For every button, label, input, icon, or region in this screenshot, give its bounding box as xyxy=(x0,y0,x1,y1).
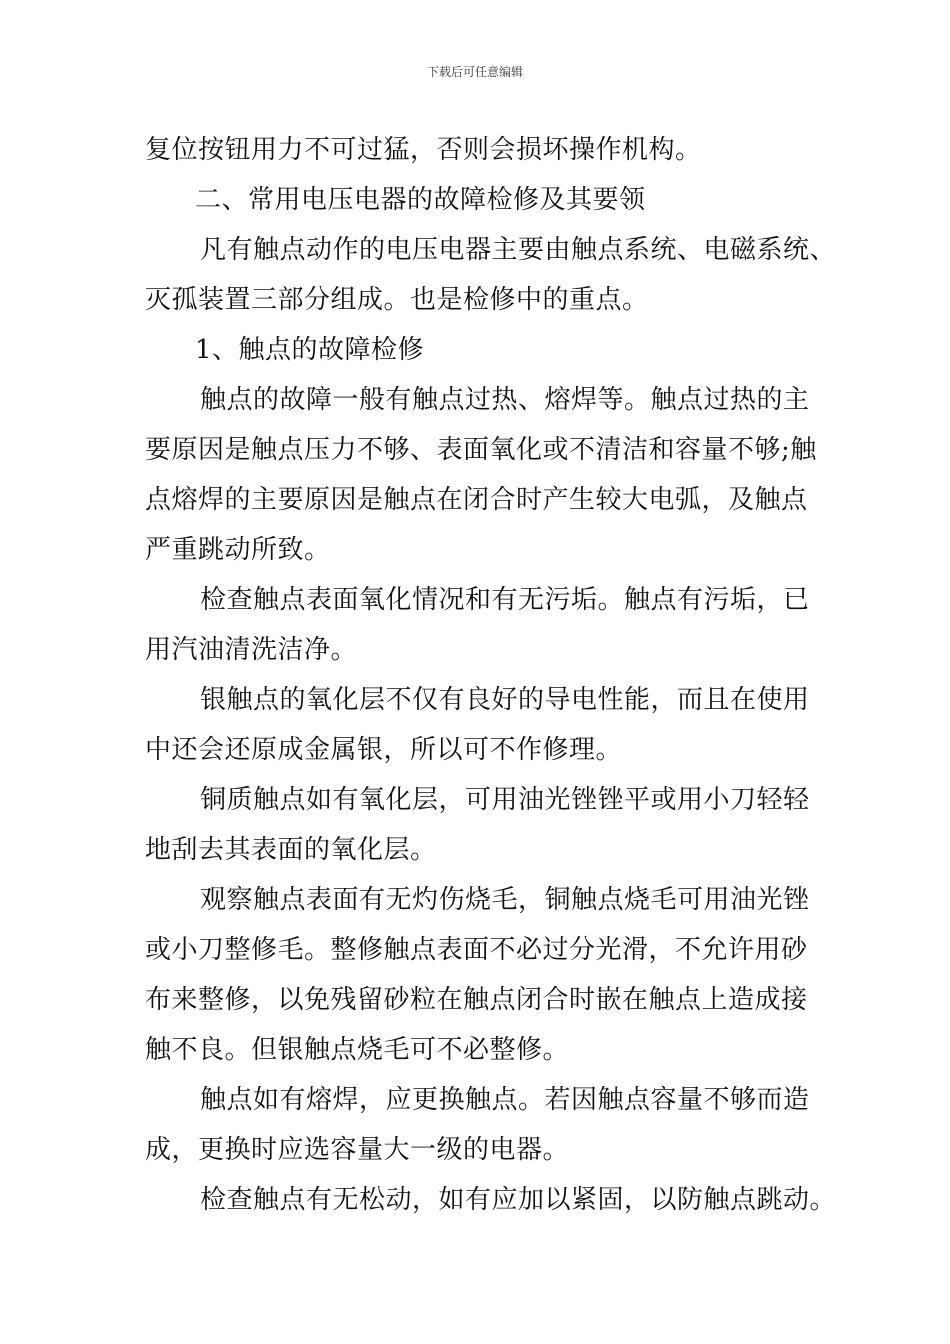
text-line: 观察触点表面有无灼伤烧毛，铜触点烧毛可用油光锉 xyxy=(200,885,810,915)
page-header: 下载后可任意编辑 xyxy=(426,65,523,79)
text-line: 地刮去其表面的氧化层。 xyxy=(145,835,437,865)
text-line: 复位按钮用力不可过猛，否则会损坏操作机构。 xyxy=(145,135,702,165)
text-line: 严重跳动所致。 xyxy=(145,535,331,565)
text-line: 点熔焊的主要原因是触点在闭合时产生较大电弧，及触点 xyxy=(145,485,808,515)
text-line: 凡有触点动作的电压电器主要由触点系统、电磁系统、 xyxy=(200,235,837,265)
text-line: 灭孤装置三部分组成。也是检修中的重点。 xyxy=(145,285,649,315)
subsection-heading: 1、触点的故障检修 xyxy=(195,335,425,365)
text-line: 布来整修，以免残留砂粒在触点闭合时嵌在触点上造成接 xyxy=(145,985,808,1015)
text-line: 触点的故障一般有触点过热、熔焊等。触点过热的主 xyxy=(200,385,810,415)
text-line: 触不良。但银触点烧毛可不必整修。 xyxy=(145,1035,570,1065)
text-line: 或小刀整修毛。整修触点表面不必过分光滑，不允许用砂 xyxy=(145,935,808,965)
text-line: 成，更换时应选容量大一级的电器。 xyxy=(145,1135,570,1165)
text-line: 触点如有熔焊，应更换触点。若因触点容量不够而造 xyxy=(200,1085,810,1115)
text-line: 检查触点有无松动，如有应加以紧固，以防触点跳动。 xyxy=(200,1185,837,1215)
text-line: 检查触点表面氧化情况和有无污垢。触点有污垢，已 xyxy=(200,585,810,615)
text-line: 要原因是触点压力不够、表面氧化或不清洁和容量不够;触 xyxy=(145,435,817,465)
text-line: 中还会还原成金属银，所以可不作修理。 xyxy=(145,735,623,765)
text-line: 银触点的氧化层不仅有良好的导电性能，而且在使用 xyxy=(200,685,810,715)
section-heading: 二、常用电压电器的故障检修及其要领 xyxy=(195,185,646,215)
text-line: 用汽油清洗洁净。 xyxy=(145,635,358,665)
text-line: 铜质触点如有氧化层，可用油光锉锉平或用小刀轻轻 xyxy=(200,785,810,815)
